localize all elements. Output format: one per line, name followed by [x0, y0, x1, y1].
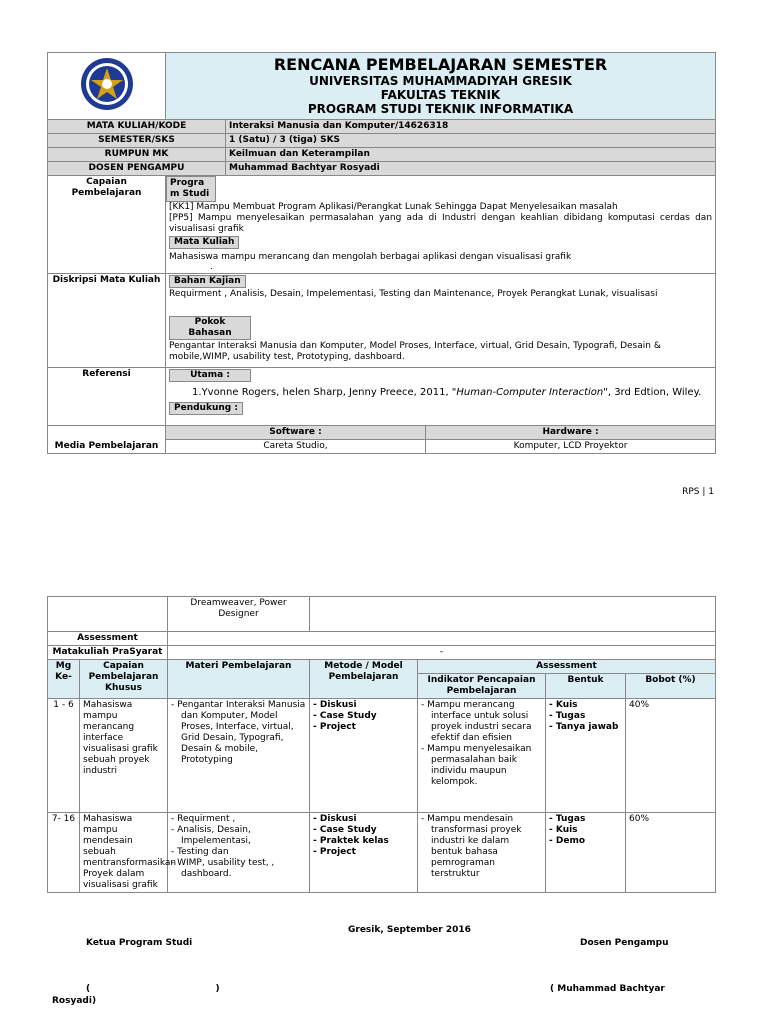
reference-1 [166, 382, 715, 402]
prasyarat-label: Matakuliah PraSyarat [48, 646, 168, 660]
list-item: - Mampu merancang interface untuk solusi proyek industri secara efektif dan efisien [421, 700, 542, 744]
header-assessment: Assessment [418, 660, 716, 674]
rumpun-value: Keilmuan dan Keterampilan [226, 148, 716, 162]
university-logo [65, 54, 149, 114]
list-item: - Tanya jawab [549, 722, 622, 733]
row-materi [168, 699, 310, 813]
header-bobot: Bobot (%) [626, 674, 716, 699]
dosen-title: Dosen Pengampu [580, 938, 669, 948]
row-bentuk [546, 813, 626, 893]
referensi-content [166, 368, 716, 426]
kk1-text: [KK1] Mampu Membuat Program Aplikasi/Perangkat Lunak Sehingga Dapat Menyelesaikan masalah [169, 202, 618, 212]
reference-1-post: ", 3rd Edtion, Wiley. [603, 387, 702, 398]
row-capaian: Mahasiswa mampu mendesain sebuah mentransformasikan Proyek dalam visualisasi grafik [80, 813, 168, 893]
table-row [48, 699, 716, 813]
diskripsi-label: Diskripsi Mata Kuliah [48, 274, 166, 368]
header-indikator: Indikator Pencapaian Pembelajaran [418, 674, 546, 699]
list-item: - Case Study [313, 711, 414, 722]
row-mg: 1 - 6 [48, 699, 80, 813]
pp5-text: [PP5] Mampu menyelesaikan permasalahan yang ada di Industri dengan keahlian dibidang komputasi cerdas dan visualisasi grafik [169, 213, 713, 234]
list-item: - Mampu mendesain transformasi proyek industri ke dalam bentuk bahasa pemrograman terstruktur [421, 814, 542, 880]
prodi-label: Progra m Studi [166, 176, 216, 202]
mk-dot: . [210, 262, 213, 272]
semester-value: 1 (Satu) / 3 (tiga) SKS [226, 134, 716, 148]
row-metode [310, 699, 418, 813]
bahan-kajian-text: Requirment , Analisis, Desain, Impelementasi, Testing dan Maintenance, Proyek Perangkat Lunak, visualisasi [169, 289, 658, 299]
list-item: - Mampu menyelesaikan permasalahan baik individu maupun kelompok. [421, 744, 542, 788]
mata-kuliah-label: Mata Kuliah [169, 236, 239, 249]
capaian-content [166, 176, 716, 274]
pendukung-label: Pendukung : [169, 402, 243, 415]
table-row [48, 813, 716, 893]
row-bentuk [546, 699, 626, 813]
university-name: UNIVERSITAS MUHAMMADIYAH GRESIK [309, 74, 572, 88]
capaian-label: Capaian Pembelajaran [48, 176, 166, 274]
list-item: - Analisis, Desain, Impelementasi, [171, 825, 306, 847]
row-indikator [418, 699, 546, 813]
media-label: Media Pembelajaran [48, 426, 166, 454]
software-value-cont: Dreamweaver, Power Designer [168, 597, 310, 632]
list-item: - Testing dan [171, 847, 306, 858]
utama-label: Utama : [169, 369, 251, 382]
list-item: - Case Study [313, 825, 414, 836]
rps-page1-table [47, 52, 716, 454]
rps-page2-table [47, 596, 716, 893]
rumpun-label: RUMPUN MK [48, 148, 226, 162]
row-materi [168, 813, 310, 893]
row-indikator [418, 813, 546, 893]
reference-1-pre: 1.Yvonne Rogers, helen Sharp, Jenny Preece, 2011, " [192, 387, 457, 398]
list-item: - Requirment , [171, 814, 306, 825]
row-capaian: Mahasiswa mampu merancang interface visualisasi grafik sebuah proyek industri [80, 699, 168, 813]
software-label: Software : [166, 426, 426, 440]
list-item: - Tugas [549, 814, 622, 825]
blank-cell [48, 597, 168, 632]
place-date: Gresik, September 2016 [348, 925, 471, 935]
course-value: Interaksi Manusia dan Komputer/14626318 [226, 120, 716, 134]
page-footer: RPS | 1 [682, 487, 714, 497]
list-item: - Project [313, 722, 414, 733]
list-item: - Demo [549, 836, 622, 847]
list-item: - Project [313, 847, 414, 858]
header-materi: Materi Pembelajaran [168, 660, 310, 699]
software-value: Careta Studio, [166, 440, 426, 454]
mk-text: Mahasiswa mampu merancang dan mengolah berbagai aplikasi dengan visualisasi grafik [169, 252, 572, 262]
list-item: - Kuis [549, 825, 622, 836]
hardware-value: Komputer, LCD Proyektor [426, 440, 716, 454]
list-item: - Diskusi [313, 814, 414, 825]
header-bentuk: Bentuk [546, 674, 626, 699]
faculty-name: FAKULTAS TEKNIK [380, 88, 501, 102]
ketua-name: ( ) [86, 984, 220, 994]
program-name: PROGRAM STUDI TEKNIK INFORMATIKA [307, 102, 574, 116]
diskripsi-content [166, 274, 716, 368]
list-item: - Pengantar Interaksi Manusia dan Komputer, Model Proses, Interface, virtual, Grid Desain, Typografi, Desain & mobile, Prototyping [171, 700, 306, 766]
dosen-label: DOSEN PENGAMPU [48, 162, 226, 176]
prasyarat-value: - [168, 646, 716, 660]
dosen-name-cont: Rosyadi) [52, 996, 97, 1006]
list-item: - Kuis [549, 700, 622, 711]
hardware-label: Hardware : [426, 426, 716, 440]
page-title: RENCANA PEMBELAJARAN SEMESTER [273, 55, 608, 74]
ketua-title: Ketua Program Studi [86, 938, 193, 948]
row-metode [310, 813, 418, 893]
hardware-cont-cell [310, 597, 716, 632]
row-bobot: 60% [626, 813, 716, 893]
header-mg: Mg Ke- [48, 660, 80, 699]
pokok-bahasan-text: Pengantar Interaksi Manusia dan Komputer, Model Proses, Interface, virtual, Grid Desain, Typografi, Desain & mobile,WIMP, usability test, Prototyping, dashboard. [169, 341, 661, 362]
list-item: - WIMP, usability test, , dashboard. [171, 858, 306, 880]
header-metode: Metode / Model Pembelajaran [310, 660, 418, 699]
dosen-value: Muhammad Bachtyar Rosyadi [226, 162, 716, 176]
list-item: - Diskusi [313, 700, 414, 711]
list-item: - Praktek kelas [313, 836, 414, 847]
row-mg: 7- 16 [48, 813, 80, 893]
list-item: - Tugas [549, 711, 622, 722]
reference-1-title: Human-Computer Interaction [456, 387, 604, 398]
header-title-block [166, 53, 716, 120]
assessment-value [168, 632, 716, 646]
assessment-label: Assessment [48, 632, 168, 646]
logo-cell [48, 53, 166, 120]
referensi-label: Referensi [48, 368, 166, 426]
semester-label: SEMESTER/SKS [48, 134, 226, 148]
course-label: MATA KULIAH/KODE [48, 120, 226, 134]
dosen-name: ( Muhammad Bachtyar [550, 984, 665, 994]
row-bobot: 40% [626, 699, 716, 813]
pokok-bahasan-label: Pokok Bahasan [169, 316, 251, 340]
header-capaian: Capaian Pembelajaran Khusus [80, 660, 168, 699]
bahan-kajian-label: Bahan Kajian [169, 275, 246, 288]
